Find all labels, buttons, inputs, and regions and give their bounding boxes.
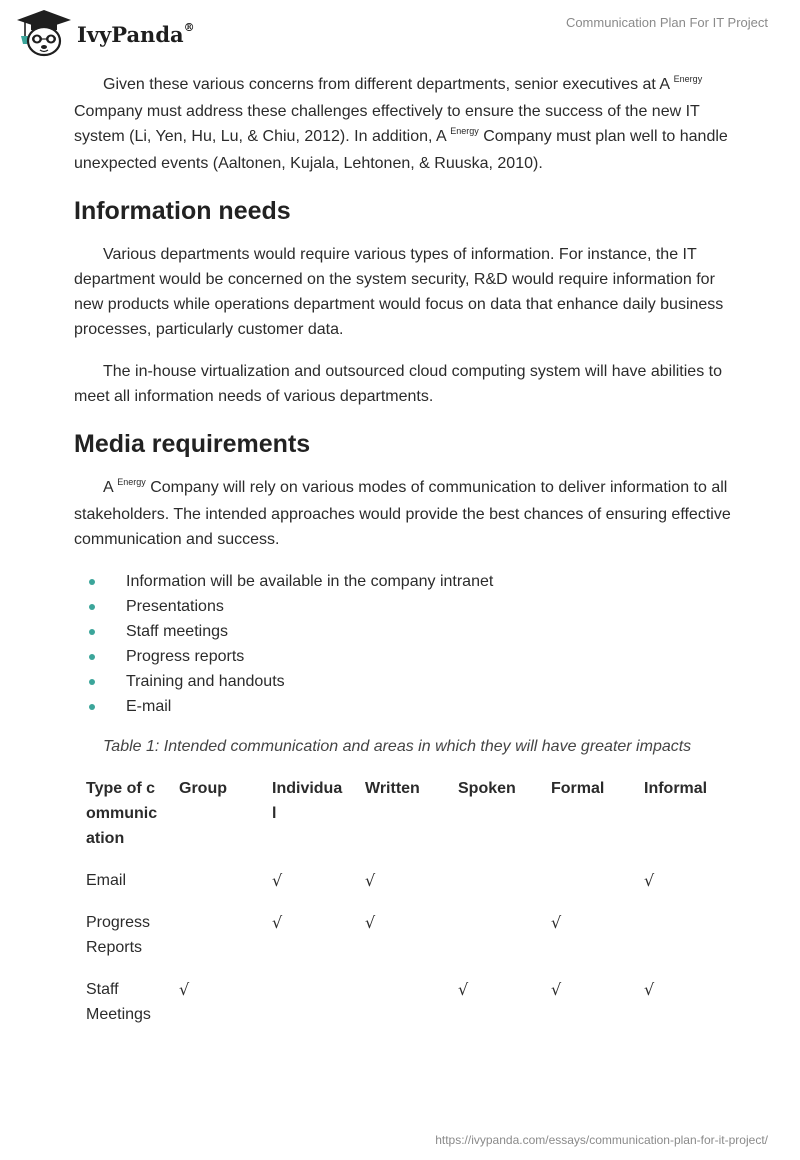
table-cell [355, 977, 448, 1044]
communication-table [76, 776, 727, 1044]
bullet-icon [89, 704, 95, 710]
table-cell [634, 910, 727, 977]
panda-graduate-icon [16, 9, 74, 57]
table-cell [448, 868, 541, 910]
bullet-icon [89, 679, 95, 685]
intro-paragraph: Given these various concerns from different departments, senior executives at A $^{Energy}$ Company must address these challenges effectively to ensure the success of the new IT system (Li, Yen, Hu, Lu, & Chiu, 2012). In addition, A $^{Energy}$ Company must plan well to handle unexpected events (Aaltonen, Kujala, Lehtonen, & Ruuska, 2010). [74, 74, 728, 172]
logo-wordmark: IvyPanda® [77, 20, 195, 47]
list-item: Training and handouts [74, 669, 734, 694]
column-header: Formal [551, 780, 605, 797]
column-header: Spoken [458, 780, 516, 797]
bullet-icon [89, 579, 95, 585]
table-header-row [76, 776, 727, 868]
document-title: Communication Plan For IT Project [565, 15, 768, 30]
table-cell: √ [551, 980, 562, 999]
table-cell: √ [644, 980, 655, 999]
ivypanda-logo[interactable] [16, 9, 195, 57]
table-cell: Progress Reports [86, 914, 151, 956]
table-cell: √ [458, 980, 469, 999]
media-requirements-paragraph: A $^{Energy}$ Company will rely on various modes of communication to deliver information to all stakeholders. The intended approaches would provide the best chances of ensuring effective communication and success. [74, 477, 731, 548]
table-cell: Email [86, 872, 127, 889]
bullet-icon [89, 604, 95, 610]
bullet-icon [89, 654, 95, 660]
table-cell [448, 910, 541, 977]
information-needs-heading: Information needs [74, 197, 291, 225]
page-header [0, 0, 800, 70]
information-needs-paragraph-1: Various departments would require various types of information. For instance, the IT department would be concerned on the system security, R&D would require information for new products while operations department would focus on data that enhance daily business processes, particularly customer data. [74, 246, 724, 338]
communication-modes-list [74, 569, 734, 719]
list-item: Progress reports [74, 644, 734, 669]
table-cell: √ [272, 913, 283, 932]
column-header: Group [179, 780, 227, 797]
table-cell [169, 868, 262, 910]
list-item: Presentations [74, 594, 734, 619]
bullet-icon [89, 629, 95, 635]
table-row [76, 910, 727, 977]
table-row [76, 977, 727, 1044]
information-needs-paragraph-2: The in-house virtualization and outsourced cloud computing system will have abilities to meet all information needs of various departments. [74, 363, 722, 405]
table-caption: Table 1: Intended communication and areas in which they will have greater impacts [103, 738, 692, 755]
essay-content [74, 72, 734, 1044]
media-requirements-heading: Media requirements [74, 430, 311, 458]
table-cell [169, 910, 262, 977]
table-cell [541, 868, 634, 910]
column-header: Informal [644, 780, 708, 797]
table-cell [262, 977, 355, 1044]
list-item: Staff meetings [74, 619, 734, 644]
source-url[interactable]: https://ivypanda.com/essays/communication-plan-for-it-project/ [435, 1133, 768, 1147]
table-cell: √ [272, 871, 283, 890]
table-cell: √ [644, 871, 655, 890]
list-item: Information will be available in the company intranet [74, 569, 734, 594]
table-cell: Staff Meetings [86, 981, 151, 1023]
table-row [76, 868, 727, 910]
table-cell: √ [551, 913, 562, 932]
column-header: Individual [272, 780, 343, 822]
table-cell: √ [365, 871, 376, 890]
column-header: Written [365, 780, 420, 797]
table-cell: √ [365, 913, 376, 932]
table-cell: √ [179, 980, 190, 999]
column-header: Type of communication [86, 780, 158, 847]
list-item: E-mail [74, 694, 734, 719]
